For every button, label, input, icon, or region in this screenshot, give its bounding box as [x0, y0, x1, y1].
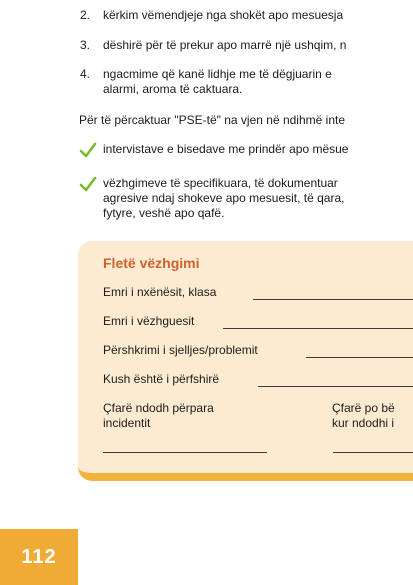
column-label-line: Çfarë ndodh përpara: [103, 401, 214, 415]
field-input-line[interactable]: [253, 299, 413, 300]
field-input-line[interactable]: [306, 357, 413, 358]
page-number-tab: [0, 529, 78, 585]
observation-form-card: [78, 241, 413, 481]
column-label-during-incident: [332, 401, 395, 431]
list-text: ngacmime që kanë lidhje me të dëgjuarin e: [103, 67, 332, 81]
check-item-text: agresive ndaj shokeve apo mesuesit, të qara,: [103, 191, 345, 205]
field-input-line[interactable]: [223, 328, 413, 329]
column-label-line: Çfarë po bë: [332, 401, 395, 415]
check-mark-icon: [79, 142, 97, 158]
check-mark-icon: [79, 176, 97, 192]
check-item-text: vëzhgimeve të specifikuara, të dokumentuar: [103, 176, 338, 190]
list-text: kërkim vëmendjeje nga shokët apo mesuesja: [103, 8, 344, 22]
field-label: Kush është i përfshirë: [103, 372, 220, 386]
column-label-line: kur ndodhi i: [332, 416, 395, 430]
check-item-text: fytyre, veshë apo qafë.: [103, 206, 225, 220]
list-text-continued: alarmi, aroma të caktuara.: [103, 82, 243, 96]
form-field-student-class: [103, 285, 216, 299]
intro-paragraph: Për të përcaktuar "PSE-të" na vjen në ndihmë inte: [79, 113, 345, 127]
field-label: Emri i vëzhguesit: [103, 314, 195, 328]
column-label-before-incident: [103, 401, 214, 431]
column-answer-line[interactable]: [333, 452, 413, 453]
check-item-text: intervistave e bisedave me prindër apo mësue: [103, 142, 349, 156]
column-label-line: incidentit: [103, 416, 151, 430]
page-number: 112: [21, 545, 57, 568]
field-input-line[interactable]: [258, 386, 413, 387]
field-label: Përshkrimi i sjelljes/problemit: [103, 343, 258, 357]
form-title: Fletë vëzhgimi: [103, 255, 200, 271]
form-field-involved: [103, 372, 219, 386]
field-label: Emri i nxënësit, klasa: [103, 285, 217, 299]
list-number: 3.: [80, 38, 91, 52]
list-text: dëshirë për të prekur apo marrë një ushqim, n: [103, 38, 347, 52]
column-answer-line[interactable]: [103, 452, 267, 453]
form-field-observer: [103, 314, 194, 328]
form-field-behavior: [103, 343, 258, 357]
list-number: 2.: [80, 8, 91, 22]
list-number: 4.: [80, 67, 91, 81]
